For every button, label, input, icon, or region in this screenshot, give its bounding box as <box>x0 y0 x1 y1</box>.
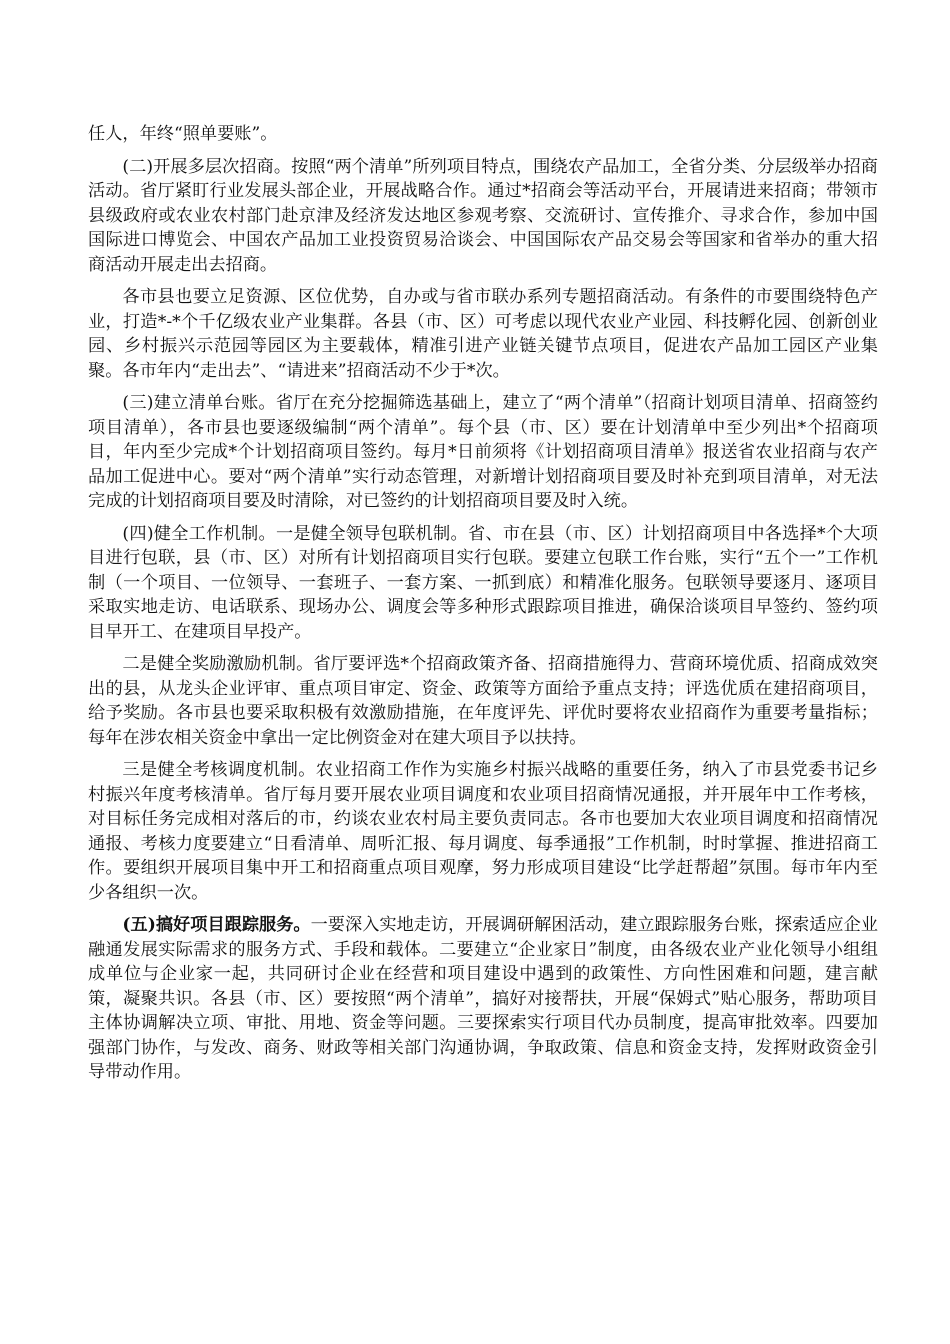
paragraph-multi-level-investment: (二)开展多层次招商。按照“两个清单”所列项目特点，围绕农产品加工，全省分类、分层级举办招商活动。省厅紧盯行业发展头部企业，开展战略合作。通过*招商会等活动平台，开展请进来招商；带领市县级政府或农业农村部门赴京津及经济发达地区参观考察、交流研讨、宣传推介、寻求合作，参加中国国际进口博览会、中国农产品加工业投资贸易洽谈会、中国国际农产品交易会等国家和省举办的重大招商活动开展走出去招商。 <box>88 156 878 275</box>
paragraph-body: 一要深入实地走访，开展调研解困活动，建立跟踪服务台账，探索适应企业融通发展实际需求的服务方式、手段和载体。二要建立“企业家日”制度，由各级农业产业化领导小组组成单位与企业家一起，共同研讨企业在经营和项目建设中遇到的政策性、方向性困难和问题，建言献策，凝聚共识。各县（市、区）要按照“两个清单”，搞好对接帮扶，开展“保姆式”贴心服务，帮助项目主体协调解决立项、审批、用地、资金等问题。三要探索实行项目代办员制度，提高审批效率。四要加强部门协作，与发改、商务、财政等相关部门沟通协调，争取政策、信息和资金支持，发挥财政资金引导带动作用。 <box>88 915 878 1082</box>
paragraph-follow-up-service <box>88 913 878 1085</box>
paragraph-incentive-mechanism: 二是健全奖励激励机制。省厅要评选*个招商政策齐备、招商措施得力、营商环境优质、招商成效突出的县，从龙头企业评审、重点项目审定、资金、政策等方面给予重点支持；评选优质在建招商项目，给予奖励。各市县也要采取积极有效激励措施，在年度评先、评优时要将农业招商作为重要考量指标；每年在涉农相关资金中拿出一定比例资金对在建大项目予以扶持。 <box>88 654 878 748</box>
paragraph-list-ledger: (三)建立清单台账。省厅在充分挖掘筛选基础上，建立了“两个清单”（招商计划项目清单、招商签约项目清单），各市县也要逐级编制“两个清单”。每个县（市、区）要在计划清单中至少列出*个招商项目，年内至少完成*个计划招商项目签约。每月*日前须将《计划招商项目清单》报送省农业招商与农产品加工促进中心。要对“两个清单”实行动态管理，对新增计划招商项目要及时补充到项目清单，对无法完成的计划招商项目要及时清除，对已签约的计划招商项目要及时入统。 <box>88 393 878 511</box>
paragraph-assessment-mechanism: 三是健全考核调度机制。农业招商工作作为实施乡村振兴战略的重要任务，纳入了市县党委书记乡村振兴年度考核清单。省厅每月要开展农业项目调度和农业项目招商情况通报，并开展年中工作考核，对目标任务完成相对落后的市，约谈农业农村局主要负责同志。各市也要加大农业项目调度和招商情况通报、考核力度要建立“日看清单、周听汇报、每月调度、每季通报”工作机制，时时掌握、推进招商工作。要组织开展项目集中开工和招商重点项目观摩，努力形成项目建设“比学赶帮超”氛围。每市年内至少各组织一次。 <box>88 760 878 903</box>
paragraph-work-mechanism: (四)健全工作机制。一是健全领导包联机制。省、市在县（市、区）计划招商项目中各选择*个大项目进行包联，县（市、区）对所有计划招商项目实行包联。要建立包联工作台账，实行“五个一”工作机制（一个项目、一位领导、一套班子、一套方案、一抓到底）和精准化服务。包联领导要逐月、逐项目采取实地走访、电话联系、现场办公、调度会等多种形式跟踪项目推进，确保洽谈项目早签约、签约项目早开工、在建项目早投产。 <box>88 523 878 642</box>
paragraph-heading: (五)搞好项目跟踪服务。 <box>122 915 311 935</box>
document-page <box>88 122 878 1085</box>
paragraph-city-county-events: 各市县也要立足资源、区位优势，自办或与省市联办系列专题招商活动。有条件的市要围绕特色产业，打造*-*个千亿级农业产业集群。各县（市、区）可考虑以现代农业产业园、科技孵化园、创新创业园、乡村振兴示范园等园区为主要载体，精准引进产业链关键节点项目，促进农产品加工园区产业集聚。各市年内“走出去”、“请进来”招商活动不少于*次。 <box>88 287 878 381</box>
paragraph-continuation: 任人，年终“照单要账”。 <box>88 124 278 144</box>
